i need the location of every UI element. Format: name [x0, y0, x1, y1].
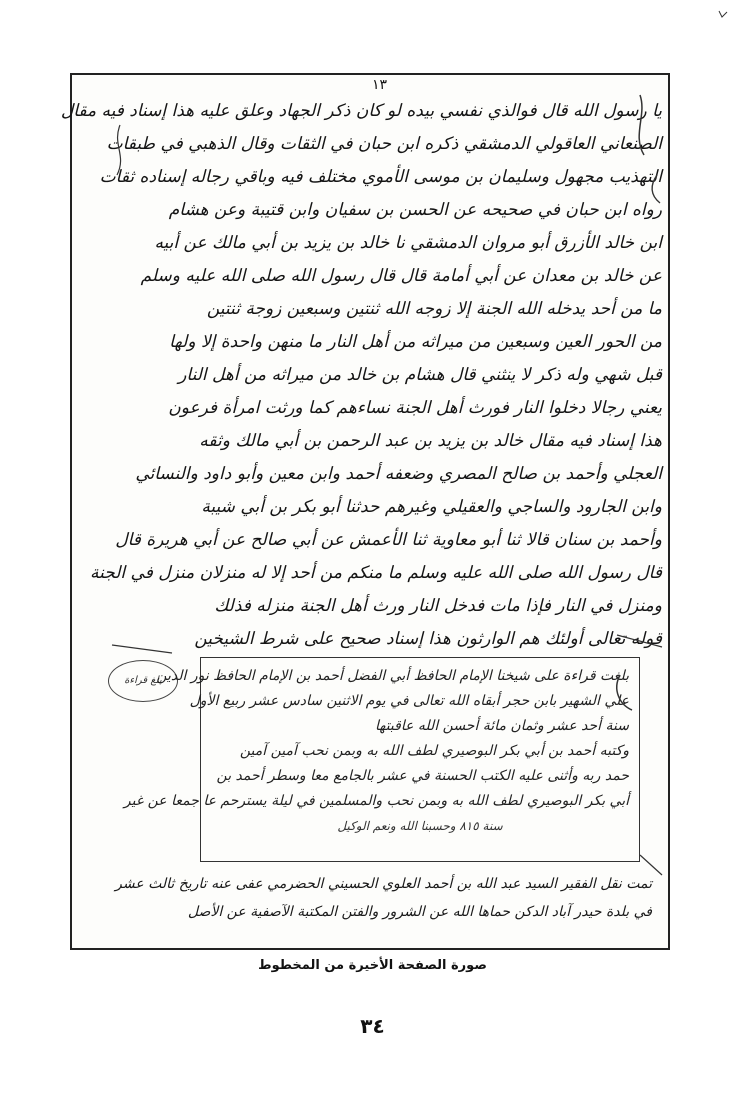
colophon-line: حمد ربه وأثنى عليه الكتب الحسنة في عشر بالجامع معا وسطر أحمد بن [216, 768, 629, 784]
colophon-date: سنة ٨١٥ وحسبنا الله ونعم الوكيل [337, 819, 503, 833]
margin-note: بلغ قراءة [108, 660, 178, 702]
manuscript-page [60, 73, 670, 950]
manuscript-line: وابن الجارود والساجي والعقيلي وغيرهم حدثنا أبو بكر بن أبي شيبة [201, 497, 662, 517]
colophon-line: بلغت قراءة على شيخنا الإمام الحافظ أبي الفضل أحمد بن الإمام الحافظ نور الدين [156, 668, 629, 684]
manuscript-line: ابن خالد الأزرق أبو مروان الدمشقي نا خالد بن يزيد بن أبي مالك عن أبيه [154, 233, 662, 253]
manuscript-line: ومنزل في النار فإذا مات فدخل النار ورث أهل الجنة منزله فذلك [214, 596, 662, 616]
manuscript-body [60, 95, 662, 656]
folio-mark: ١٣ [372, 77, 388, 93]
manuscript-line: من الحور العين وسبعين من ميراثه من أهل النار ما منهن واحدة إلا ولها [169, 332, 662, 352]
manuscript-line: قبل شهي وله ذكر لا ينثني قال هشام بن خالد من ميراثه من أهل النار [178, 365, 662, 385]
corner-mark [718, 10, 728, 18]
manuscript-line: التهذيب مجهول وسليمان بن موسى الأموي مختلف فيه وباقي رجاله إسناده ثقات [99, 167, 662, 187]
copyist-note [112, 870, 652, 926]
colophon-line: وكتبه أحمد بن أبي بكر البوصيري لطف الله به وبمن نحب آمين آمين [239, 743, 629, 759]
colophon-line: علي الشهير بابن حجر أبقاه الله تعالى في يوم الاثنين سادس عشر ربيع الأول [189, 693, 629, 709]
manuscript-line: قال رسول الله صلى الله عليه وسلم ما منكم من أحد إلا له منزلان منزل في الجنة [90, 563, 662, 583]
page-number: ٣٤ [360, 1014, 385, 1038]
manuscript-line: العجلي وأحمد بن صالح المصري وضعفه أحمد وابن معين وأبو داود والنسائي [135, 464, 662, 484]
manuscript-line: قوله تعالى أولئك هم الوارثون هذا إسناد صحيح على شرط الشيخين [194, 629, 662, 649]
colophon-line: أبي بكر البوصيري لطف الله به وبمن نحب والمسلمين في ليلة يسترحم عا جمعا عن غير [123, 793, 629, 809]
copyist-line: تمت نقل الفقير السيد عبد الله بن أحمد العلوي الحسيني الحضرمي عفى عنه تاريخ ثالث عشر [115, 876, 652, 892]
manuscript-line: هذا إسناد فيه مقال خالد بن يزيد بن عبد الرحمن بن أبي مالك وثقه [199, 431, 662, 451]
manuscript-line: يا رسول الله قال فوالذي نفسي بيده لو كان ذكر الجهاد وعلق عليه هذا إسناد فيه مقال [60, 101, 662, 121]
manuscript-line: ما من أحد يدخله الله الجنة إلا زوجه الله ثنتين وسبعين زوجة ثنتين [206, 299, 662, 319]
copyist-line: في بلدة حيدر آباد الدكن حماها الله عن الشرور والفتن المكتبة الآصفية عن الأصل [187, 904, 652, 920]
manuscript-line: عن خالد بن معدان عن أبي أمامة قال قال رسول الله صلى الله عليه وسلم [140, 266, 662, 286]
margin-stroke [112, 645, 172, 653]
manuscript-line: الصنعاني العاقولي الدمشقي ذكره ابن حبان في الثقات وقال الذهبي في طبقات [106, 134, 662, 154]
manuscript-line: رواه ابن حبان في صحيحه عن الحسن بن سفيان وابن قتيبة وعن هشام [168, 200, 662, 220]
colophon-line: سنة أحد عشر وثمان مائة أحسن الله عاقبتها [374, 718, 629, 734]
manuscript-line: وأحمد بن سنان قالا ثنا أبو معاوية ثنا الأعمش عن أبي صالح عن أبي هريرة قال [115, 530, 662, 550]
manuscript-line: يعني رجالا دخلوا النار فورث أهل الجنة نساءهم كما ورثت امرأة فرعون [168, 398, 662, 418]
figure-caption: صورة الصفحة الأخيرة من المخطوط [258, 958, 487, 973]
